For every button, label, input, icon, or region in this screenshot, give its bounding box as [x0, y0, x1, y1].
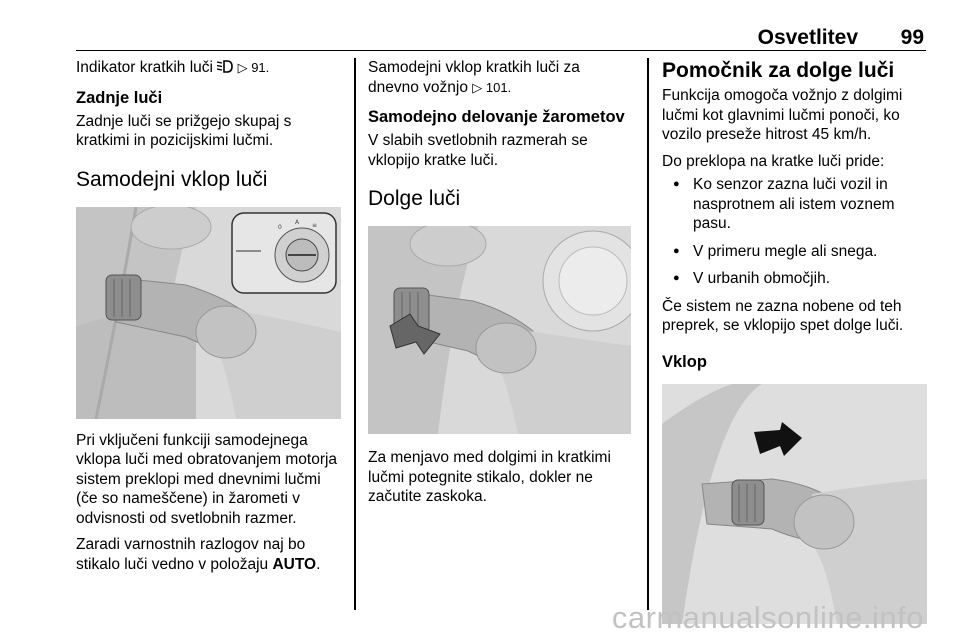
page-header [76, 26, 926, 51]
paragraph-switch-to-low: Do preklopa na kratke luči pride: [662, 152, 885, 170]
section-title: Osvetlitev [757, 26, 858, 49]
auto-label: AUTO [272, 555, 317, 573]
heading-high-beam: Dolge luči [368, 187, 461, 210]
page-number: 99 [900, 26, 924, 49]
paragraph-no-obstacle: Če sistem ne zazna nobene od teh preprek, se vklopijo spet dolge luči. [662, 297, 904, 334]
column-3 [662, 58, 928, 624]
safety-end: . [316, 555, 321, 573]
column-divider [354, 58, 356, 610]
paragraph-auto-headlights: V slabih svetlobnih razmerah se vklopijo kratke luči. [368, 132, 588, 169]
paragraph-rear-lights: Zadnje luči se prižgejo skupaj s kratkimi in pozicijskimi lučmi. [76, 112, 292, 149]
daytime-text: Samodejni vklop kratkih luči za dnevno vožnjo [368, 59, 580, 96]
paragraph-assist: Funkcija omogoča vožnjo z dolgimi lučmi kot glavnimi lučmi ponoči, ko vozilo preseže hitrost 45 km/h. [662, 87, 903, 143]
paragraph-high-beam: Za menjavo med dolgimi in kratkimi lučmi potegnite stikalo, dokler ne začutite zaskoka. [368, 449, 611, 505]
heading-rear-lights: Zadnje luči [76, 88, 163, 107]
page-ref[interactable]: ▷ 91. [237, 60, 270, 75]
heading-auto-lights: Samodejni vklop luči [76, 167, 268, 191]
heading-activation: Vklop [662, 352, 707, 371]
watermark: carmanualsonline.info [611, 600, 924, 635]
indicator-line [76, 58, 344, 78]
heading-high-beam-assist: Pomočnik za dolge luči [662, 59, 895, 82]
column-1 [76, 58, 344, 574]
indicator-text: Indikator kratkih luči [76, 59, 218, 76]
list-item: ● V urbanih območjih. [662, 269, 928, 289]
column-divider [647, 58, 649, 610]
low-beam-indicator-icon [217, 60, 233, 73]
activation-illustration [662, 384, 927, 624]
paragraph-safety [76, 535, 344, 574]
safety-text: Zaradi varnostnih razlogov naj bo stikalo luči vedno v položaju [76, 536, 306, 573]
high-beam-lever-illustration [368, 226, 631, 434]
paragraph-daytime [368, 58, 634, 97]
paragraph-auto-lights: Pri vključeni funkciji samodejnega vklopa luči med obratovanjem motorja sistem preklopi med dnevnimi lučmi (če so nameščene) in žarometi v odvisnosti od svetlobnih razmer. [76, 431, 338, 527]
light-switch-illustration [76, 207, 341, 419]
list-item: ● Ko senzor zazna luči vozil in nasprotnem ali istem voznem pasu. [662, 175, 928, 234]
svg-text:≡: ≡ [312, 221, 318, 229]
conditions-list [662, 175, 928, 289]
column-2 [368, 58, 634, 507]
svg-text:A: A [295, 218, 300, 226]
list-item: ● V primeru megle ali snega. [662, 242, 928, 262]
page-ref[interactable]: ▷ 101. [472, 79, 512, 95]
svg-text:0: 0 [278, 223, 282, 231]
heading-auto-headlights: Samodejno delovanje žarometov [368, 108, 625, 126]
